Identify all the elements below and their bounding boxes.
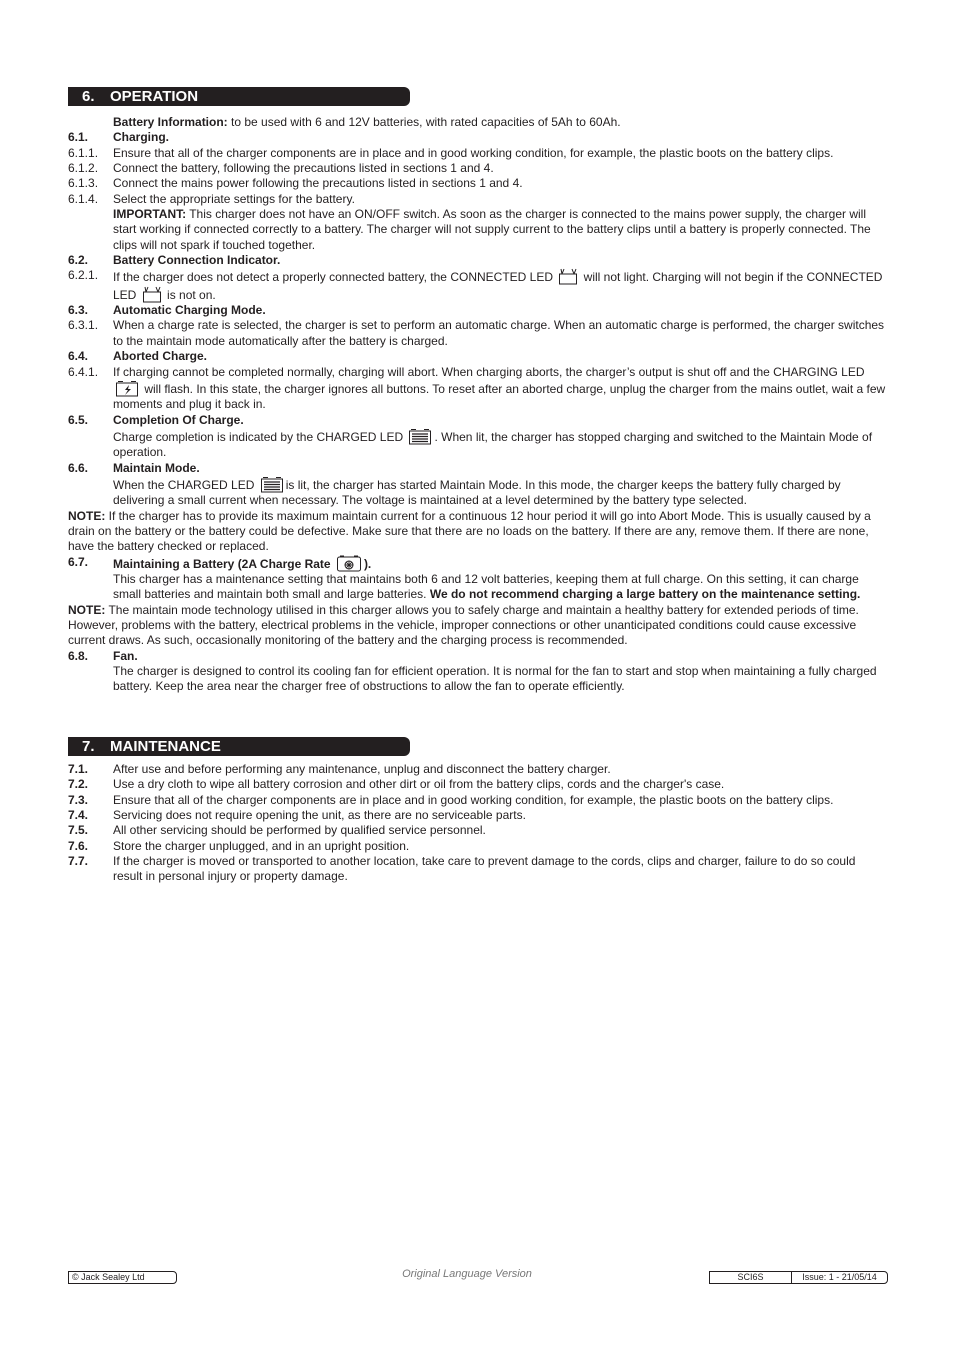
battery-information xyxy=(68,115,888,130)
subsection-title: Maintain Mode. xyxy=(113,460,200,475)
important-text: This charger does not have an ON/OFF switch. As soon as the charger is connected to the mains power supply, the charger will start working if connected correctly to a battery. The charger will not supply current to the battery clips until a battery is properly connected. The clips will not spark if touched together. xyxy=(113,207,871,252)
item-text: If the charger does not detect a properly connected battery, the CONNECTED LED xyxy=(113,270,557,285)
subsection-6-8 xyxy=(68,649,888,664)
note-text: If the charger has to provide its maximum maintain current for a continuous 12 hour period it will go into Abort Mode. This is usually caused by a drain on the battery or the battery could be defective. Make sure that there are no loads on the battery. If there are any, remove them. If there are none, have the battery checked or replaced. xyxy=(68,508,871,554)
item-number: 6.1. xyxy=(68,130,89,145)
item-text: When a charge rate is selected, the charger is set to perform an automatic charge. When an automatic charge is performed, the charger switches to the maintain mode automatically after the battery is charged. xyxy=(113,318,885,348)
item-number: 7.7. xyxy=(68,854,89,869)
section-number: 7. xyxy=(82,738,95,755)
item-number: 7.3. xyxy=(68,792,89,807)
item-number: 6.1.2. xyxy=(68,161,99,176)
subsection-title: ). xyxy=(363,556,372,571)
subsection-title: Completion Of Charge. xyxy=(113,412,244,427)
subsection-6-5 xyxy=(68,413,888,428)
subsection-6-1 xyxy=(68,130,888,145)
item-text: Connect the mains power following the precautions listed in sections 1 and 4. xyxy=(113,176,523,191)
item-6-3-1 xyxy=(68,318,888,349)
item-text: Select the appropriate settings for the battery. xyxy=(113,191,355,206)
subsection-6-4 xyxy=(68,349,888,364)
important-label: IMPORTANT: xyxy=(113,207,187,222)
note-abort-mode xyxy=(68,509,888,555)
subsection-title: Maintaining a Battery (2A Charge Rate xyxy=(113,556,334,571)
subsection-6-7 xyxy=(68,555,888,572)
item-number: 6.7. xyxy=(68,554,89,569)
item-6-2-1 xyxy=(68,268,888,303)
maintenance-body xyxy=(68,762,888,885)
item-text: Connect the battery, following the precautions listed in sections 1 and 4. xyxy=(113,161,494,176)
item-number: 6.4.1. xyxy=(68,364,99,379)
item-text: All other servicing should be performed by qualified service personnel. xyxy=(113,823,486,838)
completion-text xyxy=(68,428,888,461)
item-number: 6.1.3. xyxy=(68,176,99,191)
item-6-1-1 xyxy=(68,146,888,161)
footer-copyright: © Jack Sealey Ltd xyxy=(68,1271,177,1284)
maintenance-item-7-1 xyxy=(68,762,888,777)
operation-body xyxy=(68,115,888,695)
item-number: 7.6. xyxy=(68,838,89,853)
item-number: 6.8. xyxy=(68,648,89,663)
maintaining-text xyxy=(68,572,888,603)
item-text: After use and before performing any maintenance, unplug and disconnect the battery charger. xyxy=(113,762,611,776)
maintenance-item-7-2 xyxy=(68,777,888,792)
item-text: Store the charger unplugged, and in an upright position. xyxy=(113,838,410,853)
section-title: MAINTENANCE xyxy=(110,738,221,755)
subsection-6-2 xyxy=(68,253,888,268)
footer-model: SCI6S xyxy=(710,1272,792,1283)
item-text: will not light. Charging will not begin if the CONNECTED LED xyxy=(113,270,883,302)
battery-clips-icon xyxy=(558,268,578,285)
item-number: 6.3. xyxy=(68,303,89,318)
item-text: Servicing does not require opening the unit, as there are no serviceable parts. xyxy=(113,808,526,823)
item-number: 7.4. xyxy=(68,808,89,823)
item-number: 6.3.1. xyxy=(68,318,99,333)
item-number: 7.1. xyxy=(68,762,89,776)
item-number: 6.2. xyxy=(68,253,89,268)
note-maintain-technology xyxy=(68,603,888,649)
item-text: Ensure that all of the charger components are in place and in good working condition, for example, the plastic boots on the battery clips. xyxy=(113,792,834,807)
subsection-title: Automatic Charging Mode. xyxy=(113,303,266,318)
item-number: 7.2. xyxy=(68,777,89,792)
item-text: When the CHARGED LED xyxy=(113,477,258,492)
maintenance-item-7-5 xyxy=(68,823,888,838)
battery-info-text: to be used with 6 and 12V batteries, with rated capacities of 5Ah to 60Ah. xyxy=(227,115,621,129)
item-text: This charger has a maintenance setting that maintains both 6 and 12 volt batteries, keeping them at full charge. On this setting, it can charge small batteries and maintain both small and large batteries. xyxy=(113,571,859,602)
subsection-title: Fan. xyxy=(113,648,138,663)
battery-charging-icon xyxy=(115,380,139,397)
subsection-title: Charging. xyxy=(113,130,169,145)
important-note xyxy=(68,207,888,253)
footer-issue: Issue: 1 - 21/05/14 xyxy=(802,1272,877,1282)
item-text: is lit, the charger has started Maintain Mode. In this mode, the charger keeps the battery fully charged by delivering a small current when necessary. The voltage is maintained at a level determined by the battery type selected. xyxy=(113,477,841,508)
item-number: 6.1.4. xyxy=(68,191,99,206)
warning-text: We do not recommend charging a large battery on the maintenance setting. xyxy=(429,587,861,602)
footer-language: Original Language Version xyxy=(402,1268,532,1280)
item-6-4-1 xyxy=(68,365,888,413)
battery-clips-icon xyxy=(142,286,162,303)
item-number: 6.6. xyxy=(68,460,89,475)
battery-full-icon xyxy=(408,428,432,445)
maintenance-item-7-7 xyxy=(68,854,888,885)
item-text: is not on. xyxy=(163,287,216,302)
maintenance-item-7-3 xyxy=(68,793,888,808)
item-number: 6.5. xyxy=(68,412,89,427)
subsection-title: Aborted Charge. xyxy=(113,349,208,364)
item-text: will flash. In this state, the charger ignores all buttons. To reset after an aborted charge, unplug the charger from the mains outlet, wait a few moments and plug it back in. xyxy=(113,381,886,412)
subsection-6-6 xyxy=(68,461,888,476)
note-label: NOTE: xyxy=(68,508,106,523)
maintenance-item-7-6 xyxy=(68,839,888,854)
item-number: 6.2.1. xyxy=(68,268,99,283)
item-number: 6.4. xyxy=(68,349,89,364)
battery-info-label: Battery Information: xyxy=(113,115,228,129)
item-6-1-4 xyxy=(68,192,888,207)
maintain-mode-text xyxy=(68,476,888,509)
operation-header xyxy=(68,87,410,106)
item-6-1-3 xyxy=(68,176,888,191)
item-6-1-2 xyxy=(68,161,888,176)
subsection-6-3 xyxy=(68,303,888,318)
subsection-title: Battery Connection Indicator. xyxy=(113,253,281,268)
item-number: 6.1.1. xyxy=(68,145,99,160)
battery-maintain-icon xyxy=(336,555,362,572)
footer-reference xyxy=(709,1271,888,1284)
maintenance-item-7-4 xyxy=(68,808,888,823)
section-title: OPERATION xyxy=(110,88,199,105)
note-text: The maintain mode technology utilised in this charger allows you to safely charge and maintain a healthy battery for extended periods of time. However, problems with the battery, electrical problems in the vehicle, improper connections or other unanticipated conditions could cause excessive current draws. As such, occasionally monitoring of the battery and the charging process is recommended. xyxy=(68,602,859,648)
item-text: Charge completion is indicated by the CHARGED LED xyxy=(113,429,407,444)
note-label: NOTE: xyxy=(68,602,106,617)
battery-full-icon xyxy=(260,476,284,493)
item-text: Use a dry cloth to wipe all battery corrosion and other dirt or oil from the battery clips, cords and the charger's case. xyxy=(113,777,725,792)
item-text: If charging cannot be completed normally, charging will abort. When charging aborts, the charger’s output is shut off and the CHARGING LED xyxy=(113,364,865,379)
section-number: 6. xyxy=(82,88,95,105)
item-text: Ensure that all of the charger components are in place and in good working condition, for example, the plastic boots on the battery clips. xyxy=(113,145,834,160)
item-text: If the charger is moved or transported to another location, take care to prevent damage to the cords, clips and charger, failure to do so could result in personal injury or property damage. xyxy=(113,854,856,884)
fan-text: The charger is designed to control its cooling fan for efficient operation. It is normal for the fan to start and stop when maintaining a fully charged battery. Keep the area near the charger free of obstructions to allow the fan to operate efficiently. xyxy=(113,664,877,694)
item-text: . When lit, the charger has stopped charging and switched to the Maintain Mode of operation. xyxy=(113,429,873,460)
item-number: 7.5. xyxy=(68,823,89,838)
maintenance-header xyxy=(68,737,410,756)
